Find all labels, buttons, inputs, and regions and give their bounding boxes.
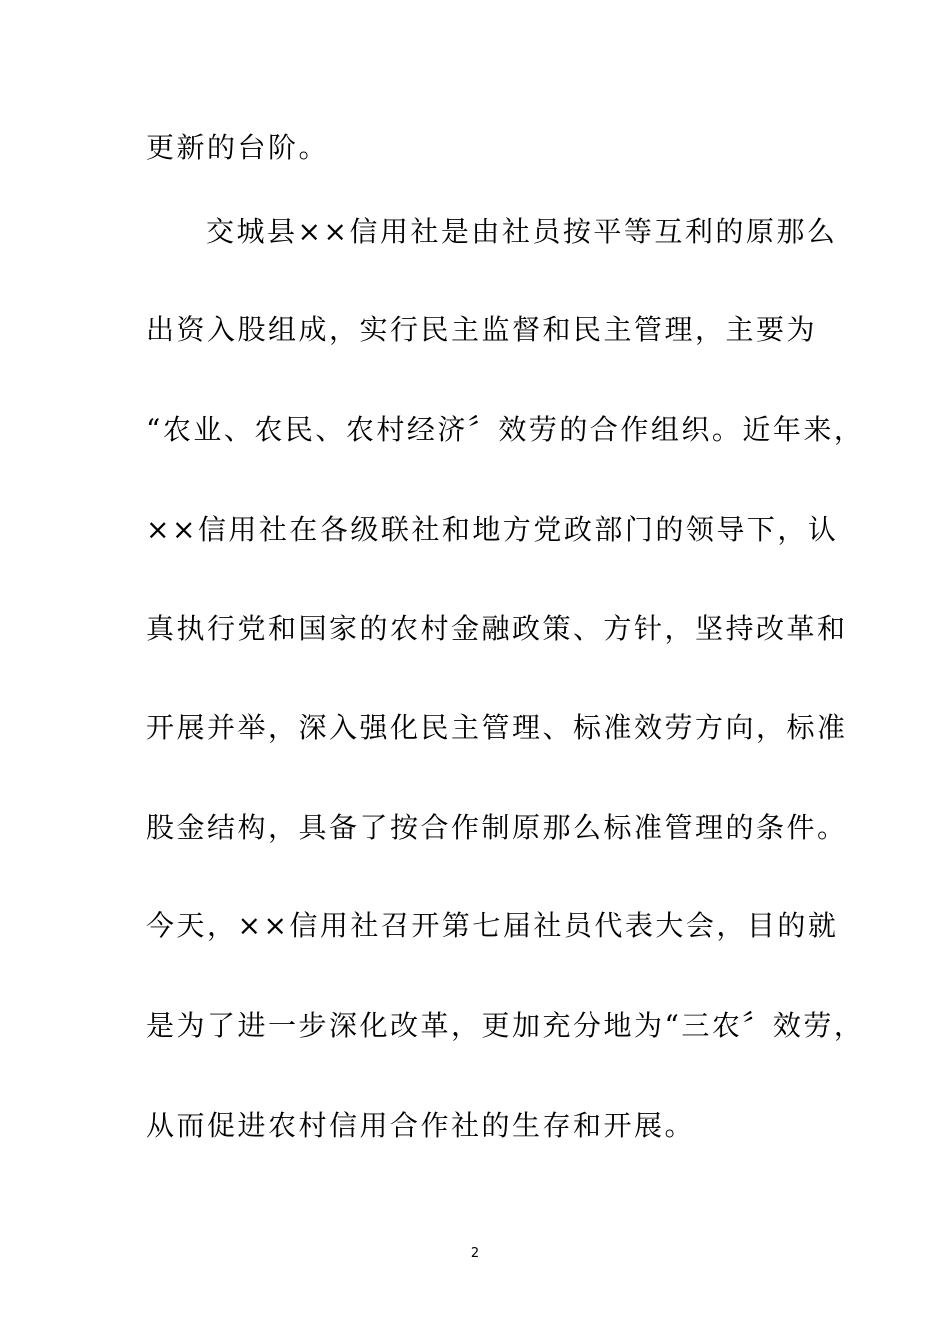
text-line: 从而促进农村信用合作社的生存和开展。 [146,1109,696,1142]
text-line: ××信用社在各级联社和地方党政部门的领导下，认 [146,513,839,546]
text-line: 真执行党和国家的农村金融政策、方针，坚持改革和 [146,612,848,645]
text-line: 股金结构，具备了按合作制原那么标准管理的条件。 [146,811,848,844]
text-line: 是为了进一步深化改革，更加充分地为“三农〞效劳， [146,1009,865,1042]
text-line: 开展并举，深入强化民主管理、标准效劳方向，标准 [146,711,848,744]
page-number: 2 [470,1246,480,1261]
text-line: “农业、农民、农村经济〞效劳的合作组织。近年来， [146,413,865,446]
paragraph-first-line: 交城县××信用社是由社员按平等互利的原那么 [206,215,838,248]
text-line: 更新的台阶。 [146,131,330,164]
text-line: 今天，××信用社召开第七届社员代表大会，目的就 [146,909,839,942]
text-line: 出资入股组成，实行民主监督和民主管理，主要为 [146,313,818,346]
